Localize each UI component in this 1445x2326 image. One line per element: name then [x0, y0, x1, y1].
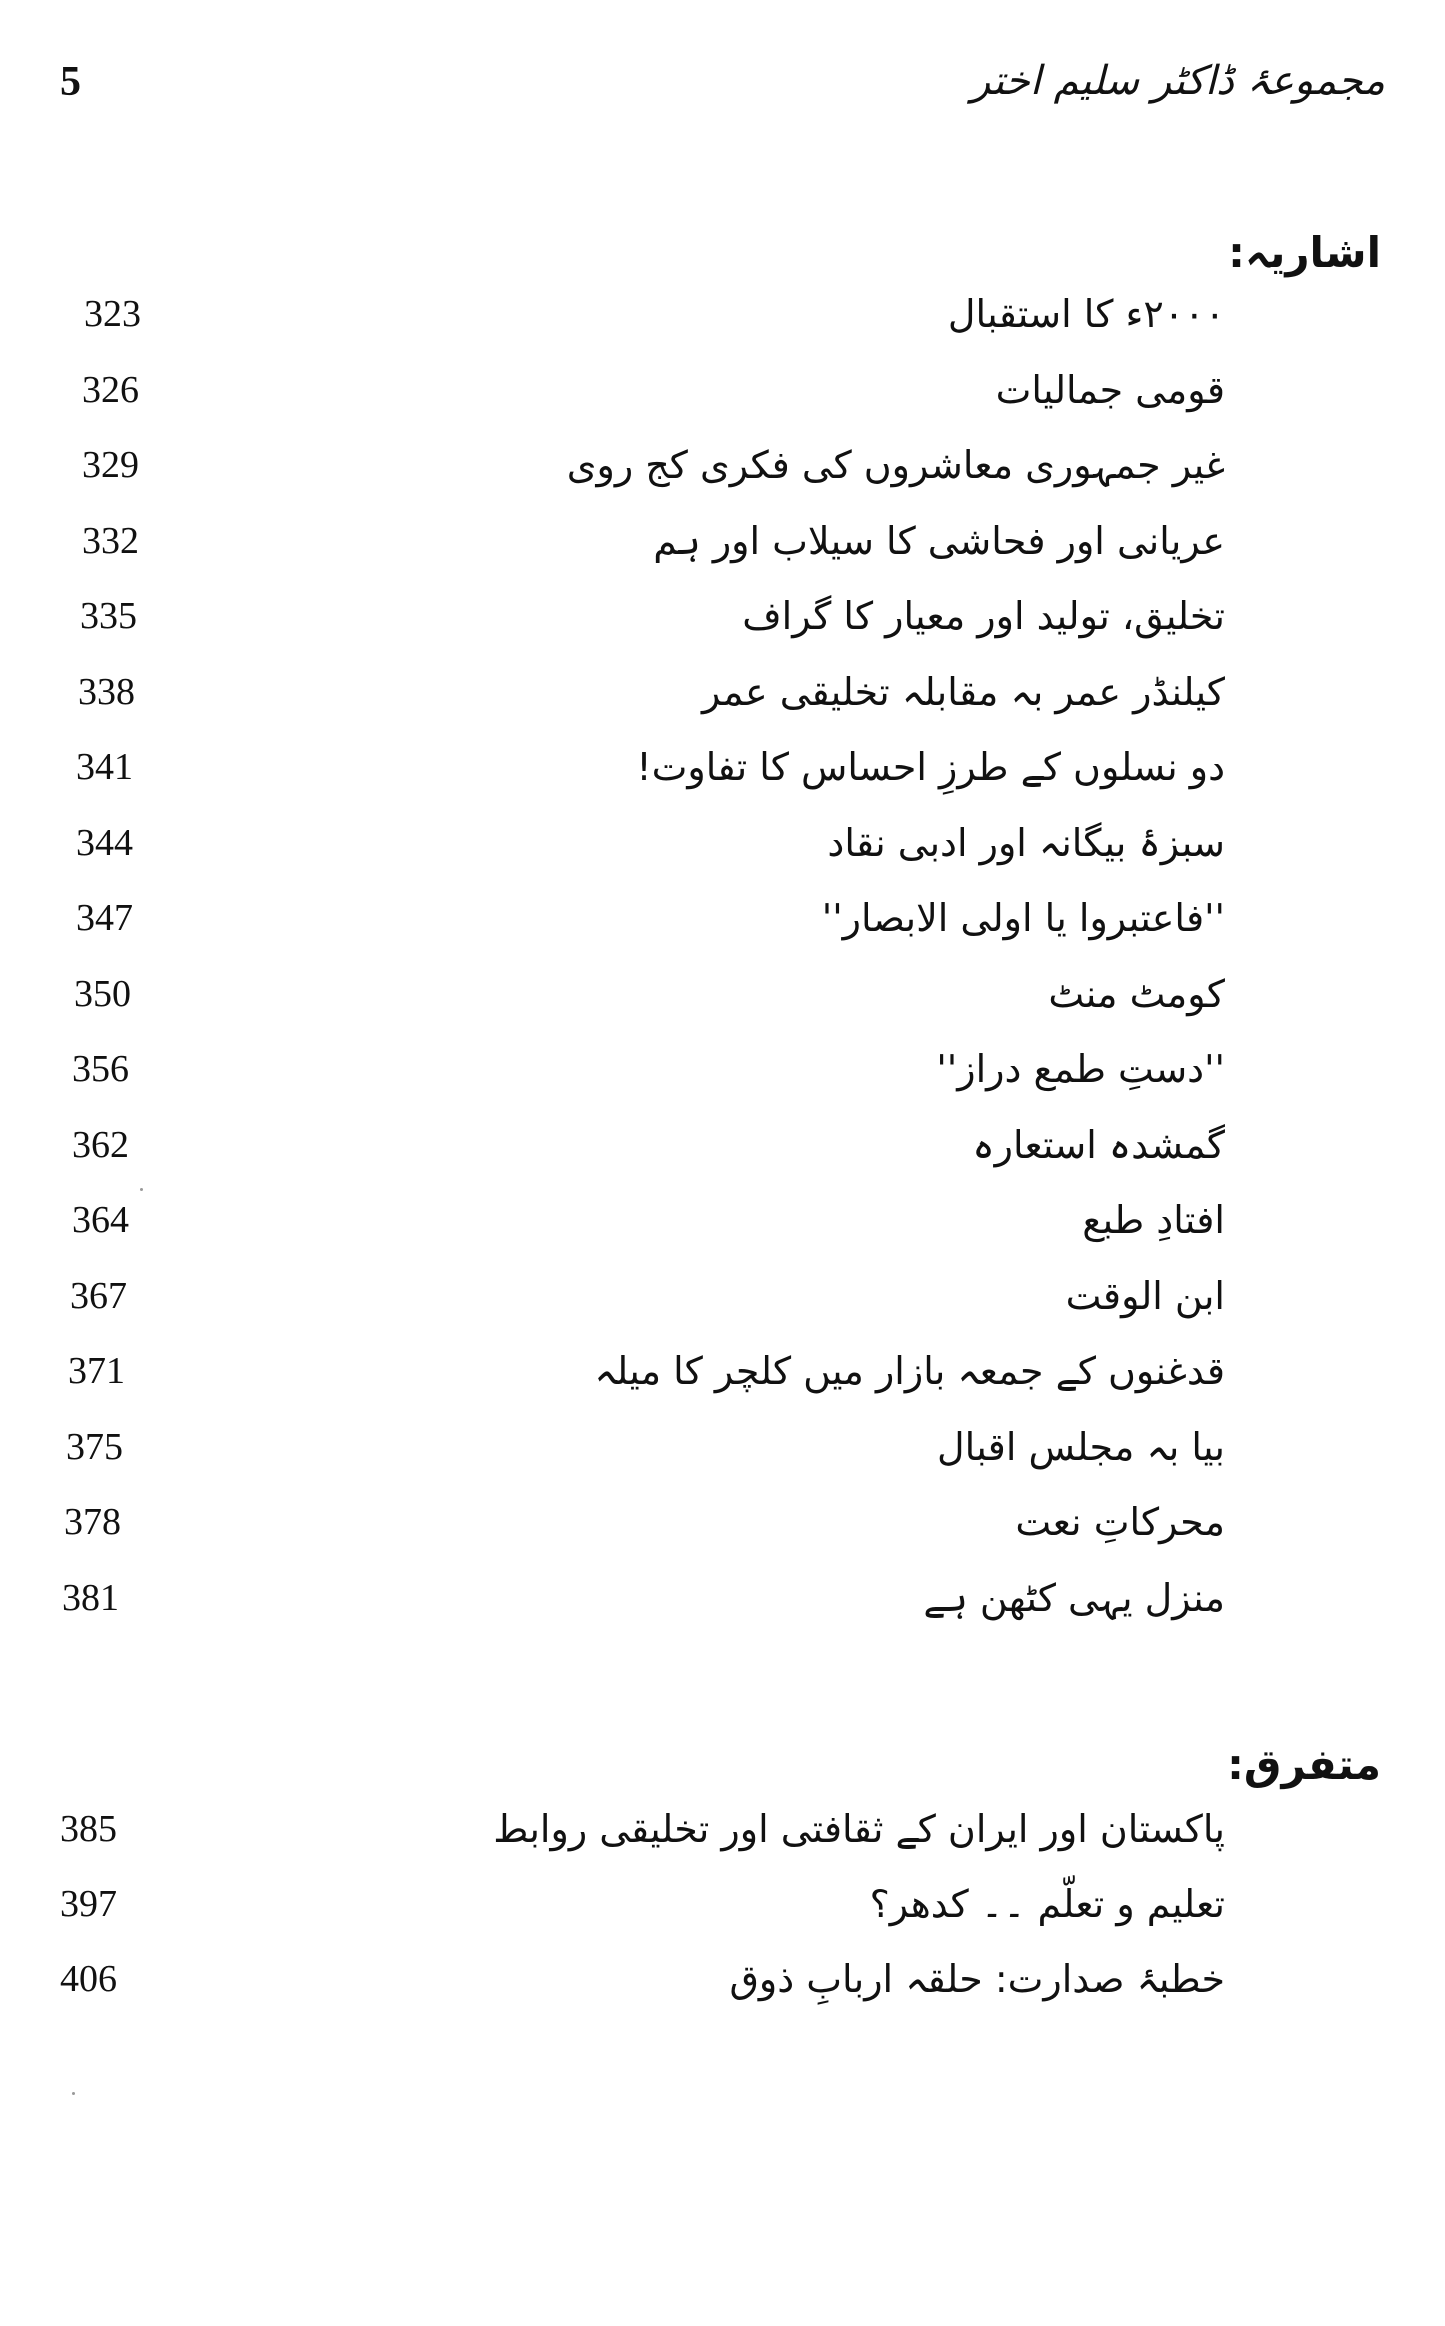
toc-entry: [0, 972, 1445, 1047]
entry-title: منزل یہی کٹھن ہے: [923, 1575, 1225, 1620]
entry-page-number: 367: [70, 1274, 127, 1317]
running-title: مجموعۂ ڈاکٹر سلیم اختر: [970, 58, 1385, 104]
entry-page-number: 397: [60, 1883, 117, 1925]
entry-page-number: 371: [68, 1350, 125, 1392]
entry-title: محرکاتِ نعت: [1015, 1500, 1225, 1544]
entry-page-number: 323: [84, 293, 141, 335]
section-heading-mutafarriq: متفرق:: [1227, 1740, 1381, 1789]
entry-title: تخلیق، تولید اور معیار کا گراف: [742, 594, 1225, 638]
entry-title: بیا بہ مجلس اقبال: [937, 1424, 1225, 1469]
section-heading-isharia: اشاریہ:: [1228, 228, 1381, 277]
entry-page-number: 341: [76, 746, 133, 788]
entry-title: ابن الوقت: [1065, 1273, 1225, 1318]
entry-title: کیلنڈر عمر بہ مقابلہ تخلیقی عمر: [702, 669, 1225, 714]
entry-title: کومٹ منٹ: [1048, 971, 1225, 1016]
page-number: 5: [60, 59, 81, 105]
entry-page-number: 335: [80, 595, 137, 637]
entry-page-number: 347: [76, 897, 133, 939]
entry-page-number: 406: [60, 1958, 117, 2000]
entry-title: افتادِ طبع: [1082, 1198, 1225, 1242]
entry-title: ۲۰۰۰ء کا استقبال: [947, 292, 1225, 336]
entry-page-number: 326: [82, 368, 139, 411]
entry-title: قومی جمالیات: [995, 367, 1225, 412]
entry-title: سبزۂ بیگانہ اور ادبی نقاد: [827, 820, 1225, 865]
entry-title: قدغنوں کے جمعہ بازار میں کلچر کا میلہ: [594, 1349, 1225, 1393]
toc-entry: [0, 368, 1445, 443]
entry-title: عریانی اور فحاشی کا سیلاب اور ہم: [653, 518, 1225, 563]
toc-entry: [0, 1500, 1445, 1575]
entry-page-number: 381: [62, 1576, 119, 1619]
entry-page-number: 332: [82, 519, 139, 562]
toc-entry: [0, 670, 1445, 745]
toc-entry: [0, 443, 1445, 518]
entry-page-number: 375: [66, 1425, 123, 1468]
print-speck: [140, 1188, 143, 1191]
entry-page-number: 356: [72, 1048, 129, 1090]
entry-title: پاکستان اور ایران کے ثقافتی اور تخلیقی روابط: [493, 1807, 1225, 1851]
entry-title: دو نسلوں کے طرزِ احساس کا تفاوت!: [636, 745, 1225, 789]
toc-entry: [0, 1807, 1445, 1882]
toc-entry: [0, 519, 1445, 594]
entry-page-number: 329: [82, 444, 139, 486]
entry-page-number: 385: [60, 1808, 117, 1850]
toc-entry: [0, 292, 1445, 367]
toc-entry: [0, 896, 1445, 971]
toc-entry: [0, 1425, 1445, 1500]
entry-title: تعلیم و تعلّم ۔۔ کدھر؟: [869, 1882, 1225, 1926]
toc-entry: [0, 594, 1445, 669]
entry-page-number: 378: [64, 1501, 121, 1543]
toc-entry: [0, 1123, 1445, 1198]
toc-entry: [0, 1349, 1445, 1424]
entry-page-number: 350: [74, 972, 131, 1015]
toc-entry: [0, 1274, 1445, 1349]
toc-entry: [0, 1576, 1445, 1651]
entry-title: غیر جمہوری معاشروں کی فکری کج روی: [566, 443, 1225, 487]
toc-entry: [0, 1882, 1445, 1957]
entry-page-number: 364: [72, 1199, 129, 1241]
entry-page-number: 344: [76, 821, 133, 864]
print-speck: [72, 2092, 75, 2095]
entry-title: خطبۂ صدارت: حلقہ اربابِ ذوق: [729, 1957, 1225, 2001]
entry-page-number: 362: [72, 1123, 129, 1166]
toc-entry: [0, 1957, 1445, 2032]
entry-title: ''فاعتبروا یا اولی الابصار'': [821, 896, 1225, 940]
toc-entry: [0, 1198, 1445, 1273]
entry-title: گمشدہ استعارہ: [972, 1122, 1225, 1167]
toc-entry: [0, 1047, 1445, 1122]
toc-entry: [0, 821, 1445, 896]
entry-title: ''دستِ طمع دراز'': [936, 1047, 1225, 1091]
toc-entry: [0, 745, 1445, 820]
entry-page-number: 338: [78, 670, 135, 713]
